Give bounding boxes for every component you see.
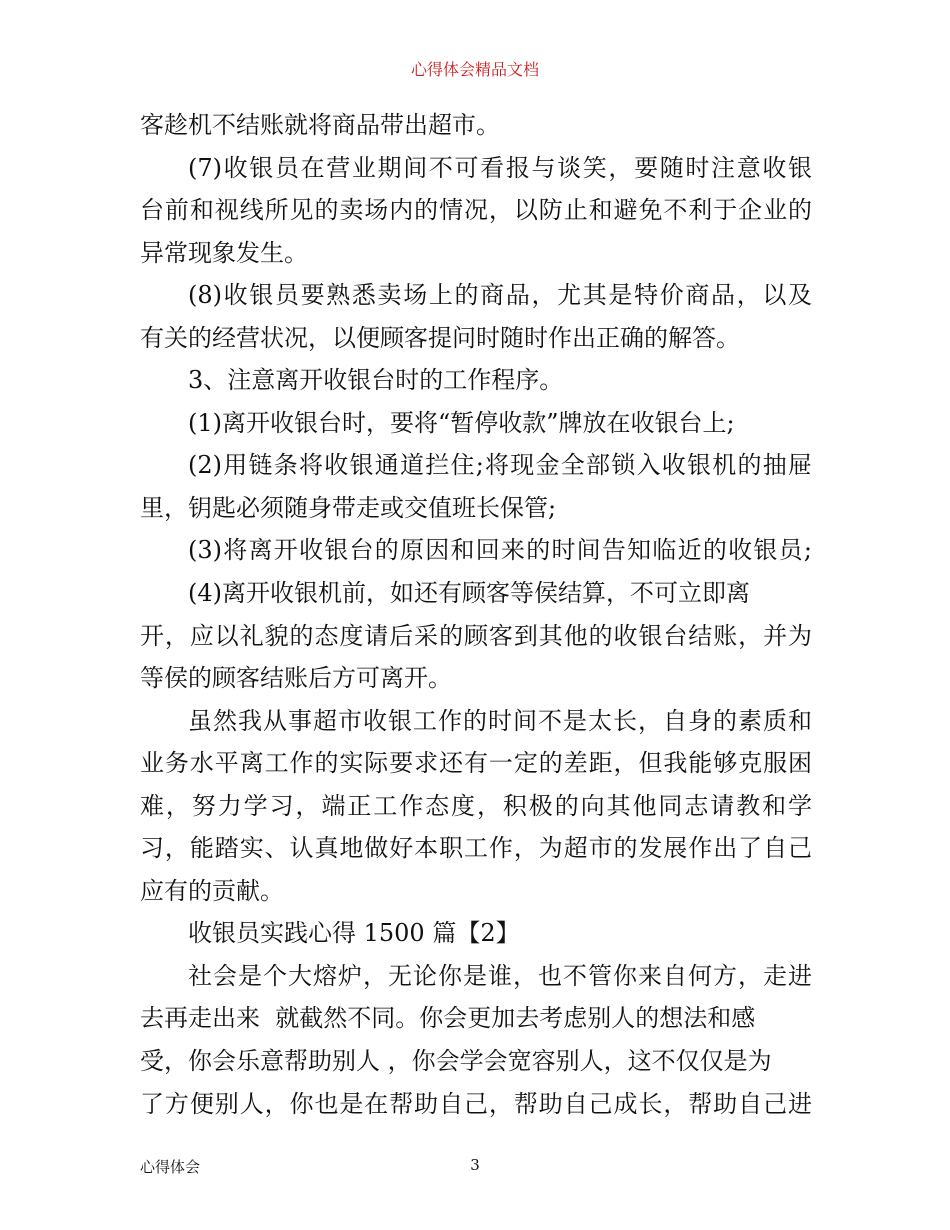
text-line: 了方便别人，你也是在帮助自己，帮助自己成长，帮助自己进 (140, 1089, 812, 1118)
text-line: 习，能踏实、认真地做好本职工作，为超市的发展作出了自己 (140, 834, 812, 863)
text-line: (7)收银员在营业期间不可看报与谈笑，要随时注意收银 (188, 153, 812, 182)
text-line: (1)离开收银台时，要将“暂停收款”牌放在收银台上; (188, 408, 735, 437)
text-line: 3、注意离开收银台时的工作程序。 (188, 366, 564, 395)
text-line: (8)收银员要熟悉卖场上的商品，尤其是特价商品，以及 (188, 281, 812, 310)
text-line: 有关的经营状况，以便顾客提问时随时作出正确的解答。 (140, 323, 740, 352)
page-number: 3 (470, 1156, 480, 1174)
text-line: 虽然我从事超市收银工作的时间不是太长，自身的素质和 (188, 706, 812, 735)
document-body (140, 104, 812, 1125)
text-line: 台前和视线所见的卖场内的情况，以防止和避免不利于企业的 (140, 196, 812, 225)
text-line: 受，你会乐意帮助别人 ，你会学会宽容别人，这不仅仅是为 (140, 1047, 772, 1076)
text-line: (3)将离开收银台的原因和回来的时间告知临近的收银员; (188, 536, 812, 565)
section-heading: 收银员实践心得 1500 篇【2】 (188, 919, 520, 948)
footer-label: 心得体会 (140, 1158, 201, 1176)
text-line: 应有的贡献。 (140, 876, 284, 905)
text-line: 难，努力学习，端正工作态度，积极的向其他同志请教和学 (140, 791, 812, 820)
text-line: 客趁机不结账就将商品带出超市。 (140, 111, 500, 139)
text-line: 里，钥匙必须随身带走或交值班长保管; (140, 493, 557, 522)
text-line: 异常现象发生。 (140, 238, 308, 267)
text-line: 开，应以礼貌的态度请后采的顾客到其他的收银台结账，并为 (140, 621, 812, 650)
text-line: (2)用链条将收银通道拦住;将现金全部锁入收银机的抽屉 (188, 451, 812, 480)
page-header-title: 心得体会精品文档 (410, 60, 539, 79)
text-line: 业务水平离工作的实际要求还有一定的差距，但我能够克服困 (140, 749, 812, 778)
text-line: 社会是个大熔炉，无论你是谁，也不管你来自何方，走进 (188, 961, 812, 990)
text-line: 去再走出来 就截然不同。你会更加去考虑别人的想法和感 (140, 1004, 756, 1033)
text-line: (4)离开收银机前，如还有顾客等侯结算，不可立即离 (188, 579, 750, 608)
text-line: 等侯的顾客结账后方可离开。 (140, 664, 452, 693)
